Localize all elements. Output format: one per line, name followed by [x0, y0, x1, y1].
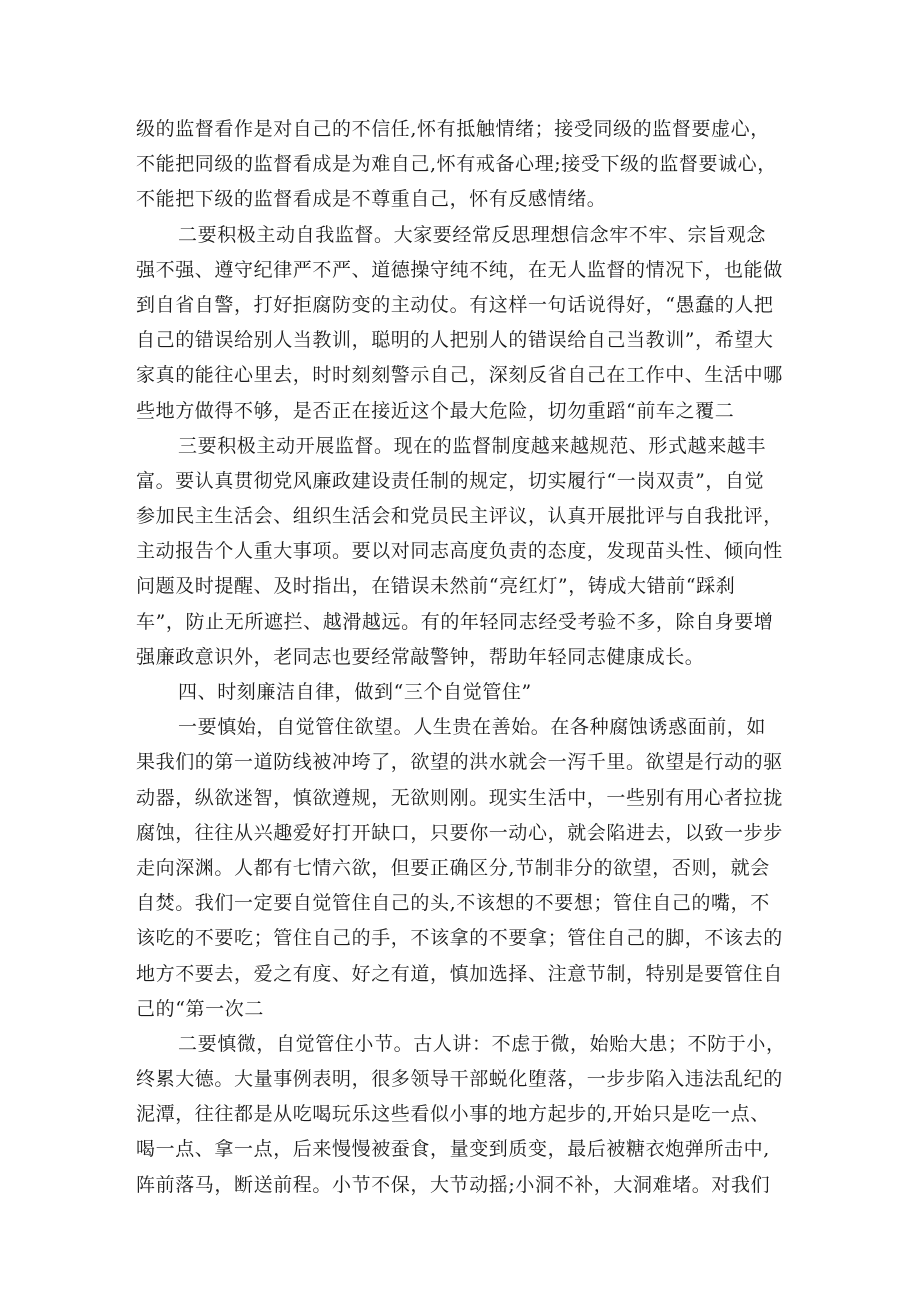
text-line: 终累大德。大量事例表明，很多领导干部蜕化堕落，一步步陷入违法乱纪的 [136, 1068, 783, 1091]
text-line: 三要积极主动开展监督。现在的监督制度越来越规范、形式越来越丰 [178, 434, 767, 457]
text-line: 二要慎微，自觉管住小节。古人讲：不虑于微，始贻大患；不防于小， [178, 1032, 786, 1055]
text-line: 家真的能往心里去，时时刻刻警示自己，深刻反省自己在工作中、生活中哪 [136, 364, 783, 387]
text-line: 参加民主生活会、组织生活会和党员民主评议，认真开展批评与自我批评， [136, 505, 783, 528]
section-heading [136, 675, 796, 710]
text-line: 不能把同级的监督看成是为难自己,怀有戒备心理;接受下级的监督要诚心， [136, 153, 777, 176]
text-line: 果我们的第一道防线被冲垮了，欲望的洪水就会一泻千里。欲望是行动的驱 [136, 751, 783, 774]
text-line: 问题及时提醒、及时指出，在错误未然前“亮红灯”，铸成大错前“踩刹 [136, 575, 736, 598]
document-body [136, 112, 796, 1203]
heading-line: 四、时刻廉洁自律，做到“三个自觉管住” [178, 681, 532, 703]
text-line: 喝一点、拿一点，后来慢慢被蚕食，量变到质变，最后被糖衣炮弹所击中, [136, 1138, 770, 1161]
text-line: 级的监督看作是对自己的不信任,怀有抵触情绪；接受同级的监督要虚心， [136, 118, 770, 140]
text-line: 二要积极主动自我监督。大家要经常反思理想信念牢不牢、宗旨观念 [178, 223, 767, 246]
text-line: 自己的错误给别人当教训，聪明的人把别人的错误给自己当教训”，希望大 [136, 329, 774, 352]
text-line: 该吃的不要吃；管住自己的手，不该拿的不要拿；管住自己的脚，不该去的 [136, 927, 783, 950]
text-line: 主动报告个人重大事项。要以对同志高度负责的态度，发现苗头性、倾向性 [136, 540, 783, 563]
text-line: 富。要认真贯彻党风廉政建设责任制的规定，切实履行“一岗双责”，自觉 [136, 469, 765, 492]
text-line: 动器，纵欲迷智，慎欲遵规，无欲则刚。现实生活中，一些别有用心者拉拢 [136, 786, 783, 809]
text-line: 一要慎始，自觉管住欲望。人生贵在善始。在各种腐蚀诱惑面前，如 [178, 716, 767, 739]
text-line: 强不强、遵守纪律严不严、道德操守纯不纯，在无人监督的情况下，也能做 [136, 258, 783, 281]
text-line: 车”，防止无所遮拦、越滑越远。有的年轻同志经受考验不多，除自身要增 [136, 610, 774, 633]
paragraph-control-desire [136, 710, 796, 1027]
text-line: 到自省自警，打好拒腐防变的主动仗。有这样一句话说得好，“愚蠢的人把 [136, 293, 774, 316]
text-line: 些地方做得不够，是否正在接近这个最大危险，切勿重蹈“前车之覆二 [136, 399, 735, 422]
paragraph-active-supervision [136, 429, 796, 675]
text-line: 腐蚀，往往从兴趣爱好打开缺口，只要你一动心，就会陷进去，以致一步步 [136, 821, 783, 844]
paragraph-self-supervision [136, 218, 796, 429]
text-line: 泥潭，往往都是从吃喝玩乐这些看似小事的地方起步的,开始只是吃一点、 [136, 1103, 770, 1126]
paragraph-control-details [136, 1027, 796, 1203]
paragraph-supervision-continued [136, 112, 796, 218]
text-line: 走向深渊。人都有七情六欲，但要正确区分,节制非分的欲望，否则，就会 [136, 856, 770, 879]
text-line: 阵前落马，断送前程。小节不保，大节动摇;小洞不补，大洞难堵。对我们 [136, 1173, 771, 1196]
text-line: 强廉政意识外，老同志也要经常敲警钟，帮助年轻同志健康成长。 [136, 645, 705, 668]
text-line: 自焚。我们一定要自觉管住自己的头,不该想的不要想；管住自己的嘴，不 [136, 892, 770, 915]
text-line: 己的“第一次二 [136, 997, 264, 1020]
text-line: 地方不要去，爱之有度、好之有道，慎加选择、注意节制，特别是要管住自 [136, 962, 783, 985]
text-line: 不能把下级的监督看成是不尊重自己，怀有反感情绪。 [136, 188, 607, 211]
